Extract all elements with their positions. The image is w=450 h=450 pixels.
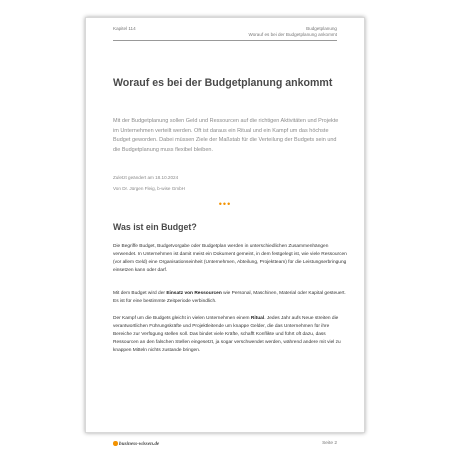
chapter-label: Kapitel 114 <box>113 26 136 31</box>
body-paragraph-2 <box>113 290 347 306</box>
document-title: Worauf es bei der Budgetplanung ankommt <box>113 77 333 89</box>
text-run: . Jedes Jahr aufs Neue streiten die verantwortlichen Führungskräfte und Projektleitende um knappe Gelder, die das Unternehmen für ihre Bereiche zur Verfügung stellen soll. Das bindet viele Kräfte, schafft Konflikte und führt oft dazu, dass Ressourcen an den falschen Stellen eingesetzt, ja sogar verschwendet werden, während andere mit viel zu knappen Mitteln nichts zustande bringen. <box>113 316 341 353</box>
brand-name: business-wissen.de <box>119 441 160 447</box>
header-subtitle: Worauf es bei der Budgetplanung ankommt <box>248 32 337 37</box>
last-updated: Zuletzt geändert am 18.10.2024 <box>113 175 179 180</box>
lead-paragraph: Mit der Budgetplanung sollen Geld und Ressourcen auf die richtigen Aktivitäten und Projekte im Unternehmen verteilt werden. Oft ist daraus ein Ritual und ein Kampf um das höchste Budget geworden. Dabei müssen Ziele der Maßstab für die Verteilung der Budgets sein und die Budgetplanung muss flexibel bleiben. <box>113 118 339 154</box>
header-right <box>248 26 337 38</box>
document-page <box>85 17 365 447</box>
author-line: Von Dr. Jürgen Fleig, b-wise GmbH <box>113 185 185 191</box>
page-number: Seite 2 <box>322 441 337 446</box>
category-label: Budgetplanung <box>306 26 337 31</box>
text-run: Der Kampf um die Budgets gleicht in vielen Unternehmen einem <box>113 316 251 321</box>
body-paragraph-1: Die Begriffe Budget, Budgetvorgabe oder Budgetplan werden in unterschiedlichen Zusammenhängen verwendet. In Unternehmen ist damit meist ein Dokument gemeint, in dem festgelegt ist, wie viele Ressourcen (vor allem Geld) eine Organisationseinheit (Unternehmen, Abteilung, Projektteam) für die Leistungserbringung einsetzen kann oder darf. <box>113 244 347 273</box>
document-meta <box>113 173 345 194</box>
page-footer <box>113 441 337 449</box>
bold-phrase: Einsatz von Ressourcen <box>166 291 222 296</box>
brand-logo <box>113 441 159 447</box>
bold-phrase: Ritual <box>250 316 265 321</box>
brand-dot-icon <box>113 441 118 446</box>
text-run: Mit dem Budget wird der <box>113 291 167 296</box>
text-run: wie Personal, Maschinen, Material oder Kapital gesteuert. Es ist für eine bestimmte Zeitperiode verbindlich. <box>113 291 346 304</box>
body-paragraph-3 <box>113 315 347 355</box>
header-divider <box>113 40 337 41</box>
separator-dots: ••• <box>218 199 232 209</box>
section-heading: Was ist ein Budget? <box>113 222 197 232</box>
